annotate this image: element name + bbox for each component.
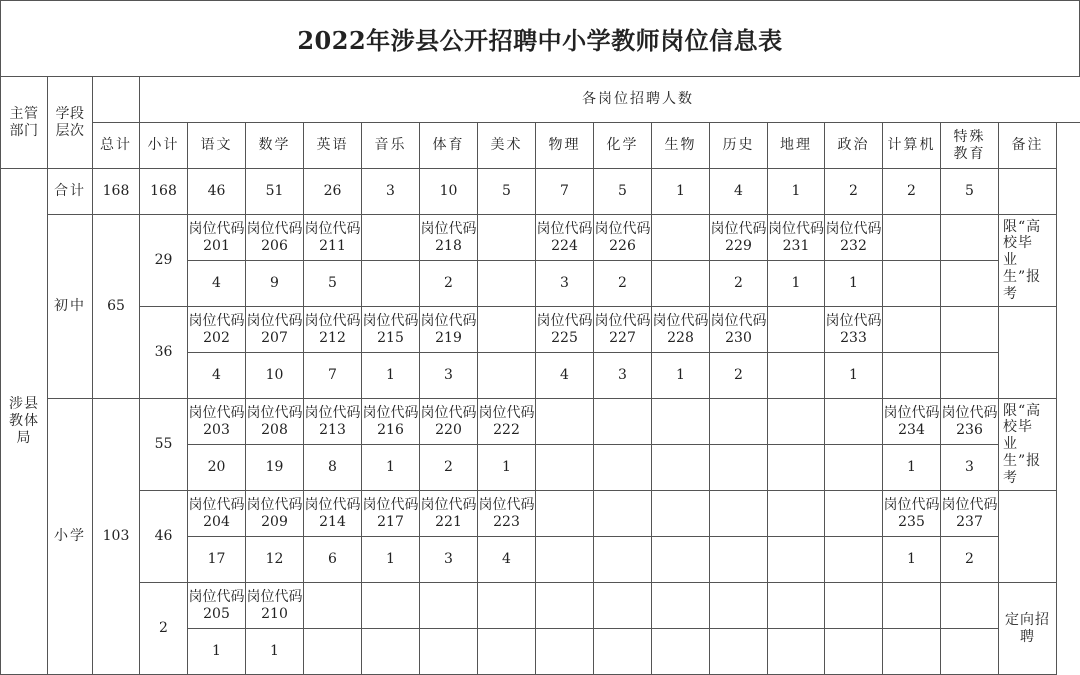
empty-cell [825, 491, 883, 537]
position-code-label: 岗位代码 [594, 312, 651, 329]
empty-cell [594, 537, 652, 583]
primary-total: 103 [93, 399, 140, 675]
primary-remark-directed: 定向招聘 [999, 583, 1057, 675]
position-code-label: 岗位代码 [362, 496, 419, 513]
dept-name-line: 教体 [9, 413, 39, 430]
header-subject: 物理 [536, 123, 594, 169]
position-code-label: 岗位代码 [188, 220, 245, 237]
dept-name [1, 169, 48, 675]
primary-remark-line: 限“高校毕 [1003, 402, 1042, 436]
empty-cell [652, 583, 710, 629]
empty-cell [710, 491, 768, 537]
empty-cell [883, 629, 941, 675]
position-code-label: 岗位代码 [304, 404, 361, 421]
position-code: 226 [609, 237, 636, 254]
empty-cell [594, 491, 652, 537]
position-code-cell [594, 215, 652, 261]
group-subtotal: 29 [140, 215, 188, 307]
position-code-label: 岗位代码 [304, 312, 361, 329]
empty-cell [883, 353, 941, 399]
empty-cell [594, 399, 652, 445]
empty-cell [652, 629, 710, 675]
empty-cell [941, 629, 999, 675]
empty-cell [362, 629, 420, 675]
empty-cell [362, 583, 420, 629]
position-code-cell [362, 307, 420, 353]
summary-value: 4 [710, 169, 768, 215]
position-code-cell [304, 307, 362, 353]
empty-cell [304, 583, 362, 629]
position-code-cell [420, 307, 478, 353]
position-code: 231 [782, 237, 810, 254]
empty-cell [478, 215, 536, 261]
position-code-cell [710, 307, 768, 353]
group-subtotal: 2 [140, 583, 188, 675]
summary-value: 3 [362, 169, 420, 215]
title-bar [0, 0, 1080, 76]
position-code-label: 岗位代码 [246, 496, 303, 513]
header-subject: 化学 [594, 123, 652, 169]
position-code-label: 岗位代码 [536, 220, 593, 237]
position-code-label: 岗位代码 [478, 496, 535, 513]
header-dept-line: 部门 [9, 122, 39, 139]
position-code-cell [941, 491, 999, 537]
position-code-cell [188, 491, 246, 537]
empty-cell [536, 629, 594, 675]
position-code-cell [246, 491, 304, 537]
empty-cell [825, 629, 883, 675]
position-code: 211 [319, 237, 346, 254]
position-count: 9 [246, 261, 304, 307]
header-subject: 语文 [188, 123, 246, 169]
position-count: 2 [420, 445, 478, 491]
position-code-label: 岗位代码 [536, 312, 593, 329]
position-code-label: 岗位代码 [883, 496, 940, 513]
level-junior: 初中 [48, 215, 93, 399]
position-code: 220 [435, 421, 462, 438]
empty-cell [825, 583, 883, 629]
header-subject: 地理 [768, 123, 825, 169]
position-code-cell [362, 491, 420, 537]
empty-cell [883, 583, 941, 629]
header-subject: 美术 [478, 123, 536, 169]
junior-total: 65 [93, 215, 140, 399]
level-primary: 小学 [48, 399, 93, 675]
position-code: 228 [667, 329, 694, 346]
junior-remark [999, 215, 1057, 307]
header-dept [1, 77, 48, 169]
position-code: 208 [261, 421, 288, 438]
position-count: 3 [594, 353, 652, 399]
position-code: 207 [261, 329, 288, 346]
position-count: 4 [188, 353, 246, 399]
empty-cell [825, 399, 883, 445]
position-count: 2 [941, 537, 999, 583]
header-level-line: 学段 [55, 105, 85, 122]
position-code-cell [188, 307, 246, 353]
position-code-label: 岗位代码 [246, 220, 303, 237]
primary-remark-2 [999, 491, 1057, 583]
junior-remark-line: 限“高校毕 [1003, 218, 1042, 252]
summary-label: 合计 [48, 169, 93, 215]
position-code-cell [420, 491, 478, 537]
header-blank [93, 77, 140, 123]
group-subtotal: 36 [140, 307, 188, 399]
summary-value: 5 [594, 169, 652, 215]
empty-cell [594, 445, 652, 491]
position-code-cell [304, 215, 362, 261]
position-code: 229 [725, 237, 752, 254]
empty-cell [825, 537, 883, 583]
position-code-label: 岗位代码 [362, 312, 419, 329]
position-code-cell [246, 583, 304, 629]
empty-cell [420, 583, 478, 629]
position-count: 1 [825, 261, 883, 307]
position-code-label: 岗位代码 [246, 312, 303, 329]
position-count: 3 [420, 353, 478, 399]
primary-remark [999, 399, 1057, 491]
header-subject: 计算机 [883, 123, 941, 169]
primary-remark-line: 业生”报考 [1003, 436, 1042, 486]
empty-cell [652, 491, 710, 537]
position-code-cell [883, 491, 941, 537]
empty-cell [536, 399, 594, 445]
position-code-cell [304, 491, 362, 537]
position-count: 1 [825, 353, 883, 399]
position-count: 4 [188, 261, 246, 307]
junior-remark-2 [999, 307, 1057, 399]
empty-cell [941, 353, 999, 399]
position-count: 1 [362, 537, 420, 583]
position-count: 3 [420, 537, 478, 583]
summary-value: 26 [304, 169, 362, 215]
header-special-line: 特殊 [953, 128, 986, 145]
header-total: 总计 [93, 123, 140, 169]
position-code-label: 岗位代码 [304, 496, 361, 513]
position-code: 221 [435, 513, 462, 530]
position-code-cell [246, 399, 304, 445]
header-subject: 数学 [246, 123, 304, 169]
empty-cell [362, 261, 420, 307]
summary-value: 1 [652, 169, 710, 215]
summary-remark [999, 169, 1057, 215]
header-special-line: 教育 [953, 145, 986, 162]
position-code-label: 岗位代码 [710, 312, 767, 329]
position-code: 235 [898, 513, 925, 530]
position-code: 206 [261, 237, 288, 254]
position-code-label: 岗位代码 [883, 404, 940, 421]
position-code-cell [188, 399, 246, 445]
position-count: 3 [941, 445, 999, 491]
empty-cell [536, 583, 594, 629]
position-code-cell [188, 583, 246, 629]
junior-remark-line: 业生”报考 [1003, 252, 1042, 302]
position-code: 237 [956, 513, 983, 530]
position-code-label: 岗位代码 [420, 220, 477, 237]
empty-cell [768, 583, 825, 629]
position-count: 8 [304, 445, 362, 491]
position-count: 7 [304, 353, 362, 399]
position-code-cell [420, 215, 478, 261]
position-code-label: 岗位代码 [304, 220, 361, 237]
position-code: 213 [319, 421, 346, 438]
position-code: 225 [551, 329, 578, 346]
position-code-label: 岗位代码 [188, 404, 245, 421]
position-code-label: 岗位代码 [246, 404, 303, 421]
empty-cell [594, 583, 652, 629]
position-code-cell [246, 307, 304, 353]
empty-cell [768, 445, 825, 491]
position-code-cell [362, 399, 420, 445]
position-code-label: 岗位代码 [478, 404, 535, 421]
empty-cell [710, 537, 768, 583]
empty-cell [941, 583, 999, 629]
summary-value: 1 [768, 169, 825, 215]
position-code-label: 岗位代码 [188, 312, 245, 329]
position-code-cell [652, 307, 710, 353]
empty-cell [594, 629, 652, 675]
empty-cell [304, 629, 362, 675]
empty-cell [768, 491, 825, 537]
position-count: 2 [420, 261, 478, 307]
position-count: 6 [304, 537, 362, 583]
position-code-cell [941, 399, 999, 445]
empty-cell [941, 215, 999, 261]
header-subject: 政治 [825, 123, 883, 169]
position-count: 1 [362, 353, 420, 399]
position-code: 214 [319, 513, 346, 530]
summary-value: 10 [420, 169, 478, 215]
empty-cell [941, 307, 999, 353]
group-subtotal: 55 [140, 399, 188, 491]
position-code: 227 [609, 329, 636, 346]
position-code-label: 岗位代码 [941, 404, 998, 421]
position-code: 233 [840, 329, 867, 346]
position-count: 1 [362, 445, 420, 491]
position-count: 1 [246, 629, 304, 675]
position-code: 222 [493, 421, 520, 438]
position-code: 210 [261, 605, 288, 622]
empty-cell [768, 307, 825, 353]
empty-cell [710, 445, 768, 491]
position-code: 217 [377, 513, 404, 530]
empty-cell [825, 445, 883, 491]
summary-value: 2 [883, 169, 941, 215]
position-code: 218 [435, 237, 462, 254]
empty-cell [652, 537, 710, 583]
empty-cell [536, 491, 594, 537]
empty-cell [478, 583, 536, 629]
summary-value: 5 [941, 169, 999, 215]
empty-cell [478, 261, 536, 307]
position-code-label: 岗位代码 [362, 404, 419, 421]
position-code: 202 [203, 329, 230, 346]
position-code-label: 岗位代码 [420, 312, 477, 329]
position-count: 2 [710, 261, 768, 307]
position-code-label: 岗位代码 [652, 312, 709, 329]
empty-cell [883, 261, 941, 307]
position-count: 1 [652, 353, 710, 399]
position-count: 3 [536, 261, 594, 307]
header-subtotal: 小计 [140, 123, 188, 169]
empty-cell [768, 399, 825, 445]
position-code-label: 岗位代码 [825, 220, 882, 237]
header-subject: 英语 [304, 123, 362, 169]
position-code-label: 岗位代码 [420, 496, 477, 513]
position-count: 12 [246, 537, 304, 583]
position-code-cell [825, 215, 883, 261]
position-code-cell [420, 399, 478, 445]
position-code-cell [246, 215, 304, 261]
header-subject: 体育 [420, 123, 478, 169]
summary-value: 46 [188, 169, 246, 215]
position-count: 1 [478, 445, 536, 491]
empty-cell [536, 537, 594, 583]
position-code-label: 岗位代码 [188, 588, 245, 605]
position-code-label: 岗位代码 [420, 404, 477, 421]
header-subject: 历史 [710, 123, 768, 169]
position-code: 219 [435, 329, 462, 346]
position-code: 224 [551, 237, 578, 254]
position-code: 205 [203, 605, 230, 622]
empty-cell [652, 445, 710, 491]
empty-cell [710, 583, 768, 629]
position-count: 2 [594, 261, 652, 307]
empty-cell [768, 629, 825, 675]
position-code-cell [478, 491, 536, 537]
header-special [941, 123, 999, 169]
position-count: 5 [304, 261, 362, 307]
position-count: 4 [478, 537, 536, 583]
position-code: 203 [203, 421, 230, 438]
position-code: 209 [261, 513, 288, 530]
position-code-cell [478, 399, 536, 445]
empty-cell [768, 537, 825, 583]
position-code: 232 [840, 237, 867, 254]
summary-value: 2 [825, 169, 883, 215]
position-code: 215 [377, 329, 404, 346]
header-level [48, 77, 93, 169]
group-subtotal: 46 [140, 491, 188, 583]
position-count: 10 [246, 353, 304, 399]
empty-cell [478, 353, 536, 399]
position-count: 17 [188, 537, 246, 583]
position-code: 236 [956, 421, 983, 438]
summary-value: 51 [246, 169, 304, 215]
position-code: 201 [203, 237, 230, 254]
position-code-cell [883, 399, 941, 445]
position-code-cell [536, 215, 594, 261]
recruitment-table [0, 76, 1080, 675]
position-count: 20 [188, 445, 246, 491]
position-code-label: 岗位代码 [188, 496, 245, 513]
empty-cell [362, 215, 420, 261]
empty-cell [536, 445, 594, 491]
header-remark: 备注 [999, 123, 1057, 169]
page-title: 2022年涉县公开招聘中小学教师岗位信息表 [297, 26, 783, 55]
position-code-label: 岗位代码 [710, 220, 767, 237]
header-level-line: 层次 [55, 122, 85, 139]
header-group: 各岗位招聘人数 [140, 77, 1080, 123]
position-code-cell [825, 307, 883, 353]
position-code-cell [710, 215, 768, 261]
header-dept-line: 主管 [9, 105, 39, 122]
summary-total: 168 [93, 169, 140, 215]
empty-cell [710, 399, 768, 445]
summary-value: 5 [478, 169, 536, 215]
position-code-label: 岗位代码 [594, 220, 651, 237]
empty-cell [478, 629, 536, 675]
position-count: 2 [710, 353, 768, 399]
empty-cell [478, 307, 536, 353]
empty-cell [652, 261, 710, 307]
header-subject: 音乐 [362, 123, 420, 169]
position-count: 1 [883, 537, 941, 583]
position-code-label: 岗位代码 [246, 588, 303, 605]
position-count: 1 [768, 261, 825, 307]
position-code: 216 [377, 421, 404, 438]
position-code-label: 岗位代码 [768, 220, 824, 237]
summary-value: 7 [536, 169, 594, 215]
dept-name-line: 涉县 [9, 396, 39, 413]
position-code: 234 [898, 421, 925, 438]
header-subject: 生物 [652, 123, 710, 169]
empty-cell [652, 215, 710, 261]
position-count: 1 [188, 629, 246, 675]
position-code-label: 岗位代码 [941, 496, 998, 513]
position-code: 204 [203, 513, 230, 530]
position-count: 19 [246, 445, 304, 491]
position-code-cell [188, 215, 246, 261]
position-count: 4 [536, 353, 594, 399]
empty-cell [420, 629, 478, 675]
empty-cell [941, 261, 999, 307]
empty-cell [768, 353, 825, 399]
position-code: 212 [319, 329, 346, 346]
position-code-cell [594, 307, 652, 353]
dept-name-line: 局 [16, 429, 32, 446]
position-code-cell [304, 399, 362, 445]
position-code-cell [536, 307, 594, 353]
summary-subtotal: 168 [140, 169, 188, 215]
empty-cell [883, 215, 941, 261]
position-code-cell [768, 215, 825, 261]
empty-cell [710, 629, 768, 675]
position-code-label: 岗位代码 [825, 312, 882, 329]
empty-cell [652, 399, 710, 445]
position-code: 230 [725, 329, 752, 346]
position-code: 223 [493, 513, 520, 530]
empty-cell [883, 307, 941, 353]
position-count: 1 [883, 445, 941, 491]
